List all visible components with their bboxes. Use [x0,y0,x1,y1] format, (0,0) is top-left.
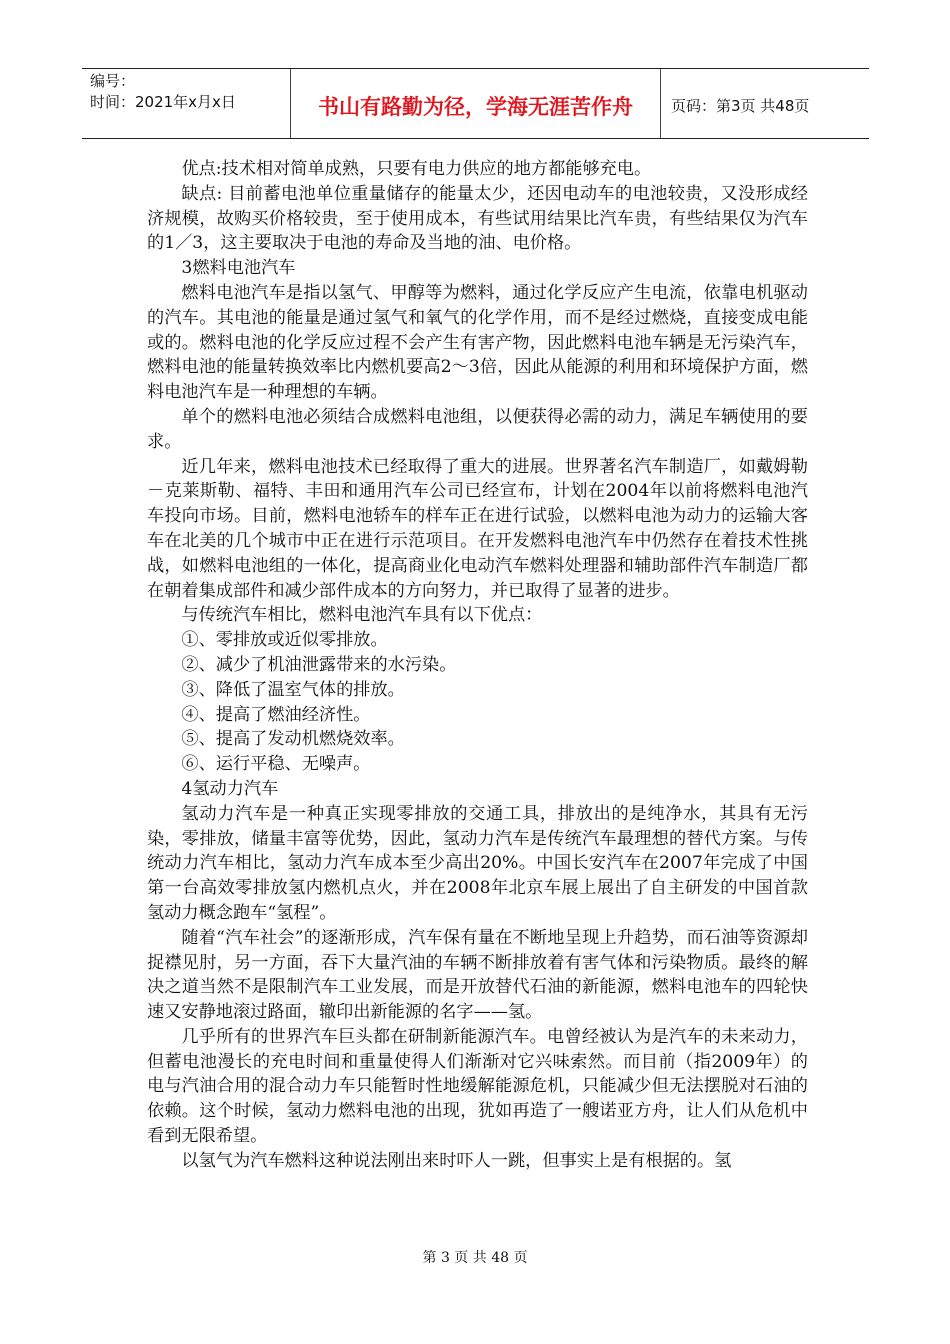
paragraph: 与传统汽车相比，燃料电池汽车具有以下优点： [181,605,543,626]
paragraph-advantages: 优点:技术相对简单成熟，只要有电力供应的地方都能够充电。 [181,159,652,179]
list-item: ②、减少了机油泄露带来的水污染。 [181,654,457,675]
list-item: ③、降低了温室气体的排放。 [181,679,405,700]
section-heading-fuel-cell: 3燃料电池汽车 [181,258,296,279]
list-item: ⑥、运行平稳、无噪声。 [181,754,371,775]
document-header [82,68,869,139]
paragraph: 氢动力汽车是一种真正实现零排放的交通工具，排放出的是纯净水，其具有无污染，零排放，储量丰富等优势，因此，氢动力汽车是传统汽车最理想的替代方案。与传统动力汽车相比，氢动力汽车成本至少高出20%。中国长安汽车在2007年完成了中国第一台高效零排放氢内燃机点火，并在2008年北京车展上展出了自主研发的中国首款氢动力概念跑车“氢程”。 [147,803,808,923]
document-date: 时间：2021年x月x日 [90,93,236,111]
paragraph: 以氢气为汽车燃料这种说法刚出来时吓人一跳，但事实上是有根据的。氢 [181,1150,732,1171]
section-heading-hydrogen: 4氢动力汽车 [181,778,279,799]
paragraph: 几乎所有的世界汽车巨头都在研制新能源汽车。电曾经被认为是汽车的未来动力，但蓄电池漫长的充电时间和重量使得人们渐渐对它兴味索然。而目前（指2009年）的电与汽油合用的混合动力车只能暂时性地缓解能源危机，只能减少但无法摆脱对石油的依赖。这个时候，氢动力燃料电池的出现，犹如再造了一艘诺亚方舟，让人们从危机中看到无限希望。 [147,1026,808,1147]
paragraph: 燃料电池汽车是指以氢气、甲醇等为燃料，通过化学反应产生电流，依靠电机驱动的汽车。其电池的能量是通过氢气和氧气的化学作用，而不是经过燃烧，直接变成电能或的。燃料电池的化学反应过程不会产生有害产物，因此燃料电池车辆是无污染汽车，燃料电池的能量转换效率比内燃机要高2～3倍，因此从能源的利用和环境保护方面，燃料电池汽车是一种理想的车辆。 [147,282,808,403]
paragraph: 单个的燃料电池必须结合成燃料电池组，以便获得必需的动力，满足车辆使用的要求。 [147,406,808,452]
document-body [147,157,808,1174]
paragraph: 随着“汽车社会”的逐渐形成，汽车保有量在不断地呈现上升趋势，而石油等资源却捉襟见肘，另一方面，吞下大量汽油的车辆不断排放着有害气体和污染物质。最终的解决之道当然不是限制汽车工业发展，而是开放替代石油的新能源，燃料电池车的四轮快速又安静地滚过路面，辙印出新能源的名字——氢。 [147,927,808,1023]
list-item: ④、提高了燃油经济性。 [181,704,371,725]
list-item: ⑤、提高了发动机燃烧效率。 [181,729,405,750]
paragraph-disadvantages: 缺点: 目前蓄电池单位重量储存的能量太少，还因电动车的电池较贵，又没形成经济规模，故购买价格较贵，至于使用成本，有些试用结果比汽车贵，有些结果仅为汽车的1／3，这主要取决于电池的寿命及当地的油、电价格。 [147,183,808,254]
paragraph: 近几年来，燃料电池技术已经取得了重大的进展。世界著名汽车制造厂，如戴姆勒－克莱斯勒、福特、丰田和通用汽车公司已经宣布，计划在2004年以前将燃料电池汽车投向市场。目前，燃料电池轿车的样车正在进行试验，以燃料电池为动力的运输大客车在北美的几个城市中正在进行示范项目。在开发燃料电池汽车中仍然存在着技术性挑战，如燃料电池组的一体化，提高商业化电动汽车燃料处理器和辅助部件汽车制造厂都在朝着集成部件和减少部件成本的方向努力，并已取得了显著的进步。 [147,456,808,601]
header-meta [82,69,291,138]
document-number-label: 编号： [90,72,136,90]
list-item: ①、零排放或近似零排放。 [181,630,388,651]
header-motto: 书山有路勤为径，学海无涯苦作舟 [291,69,661,138]
page-footer: 第 3 页 共 48 页 [422,1250,528,1266]
header-page-info: 页码：第3页 共48页 [671,97,810,115]
